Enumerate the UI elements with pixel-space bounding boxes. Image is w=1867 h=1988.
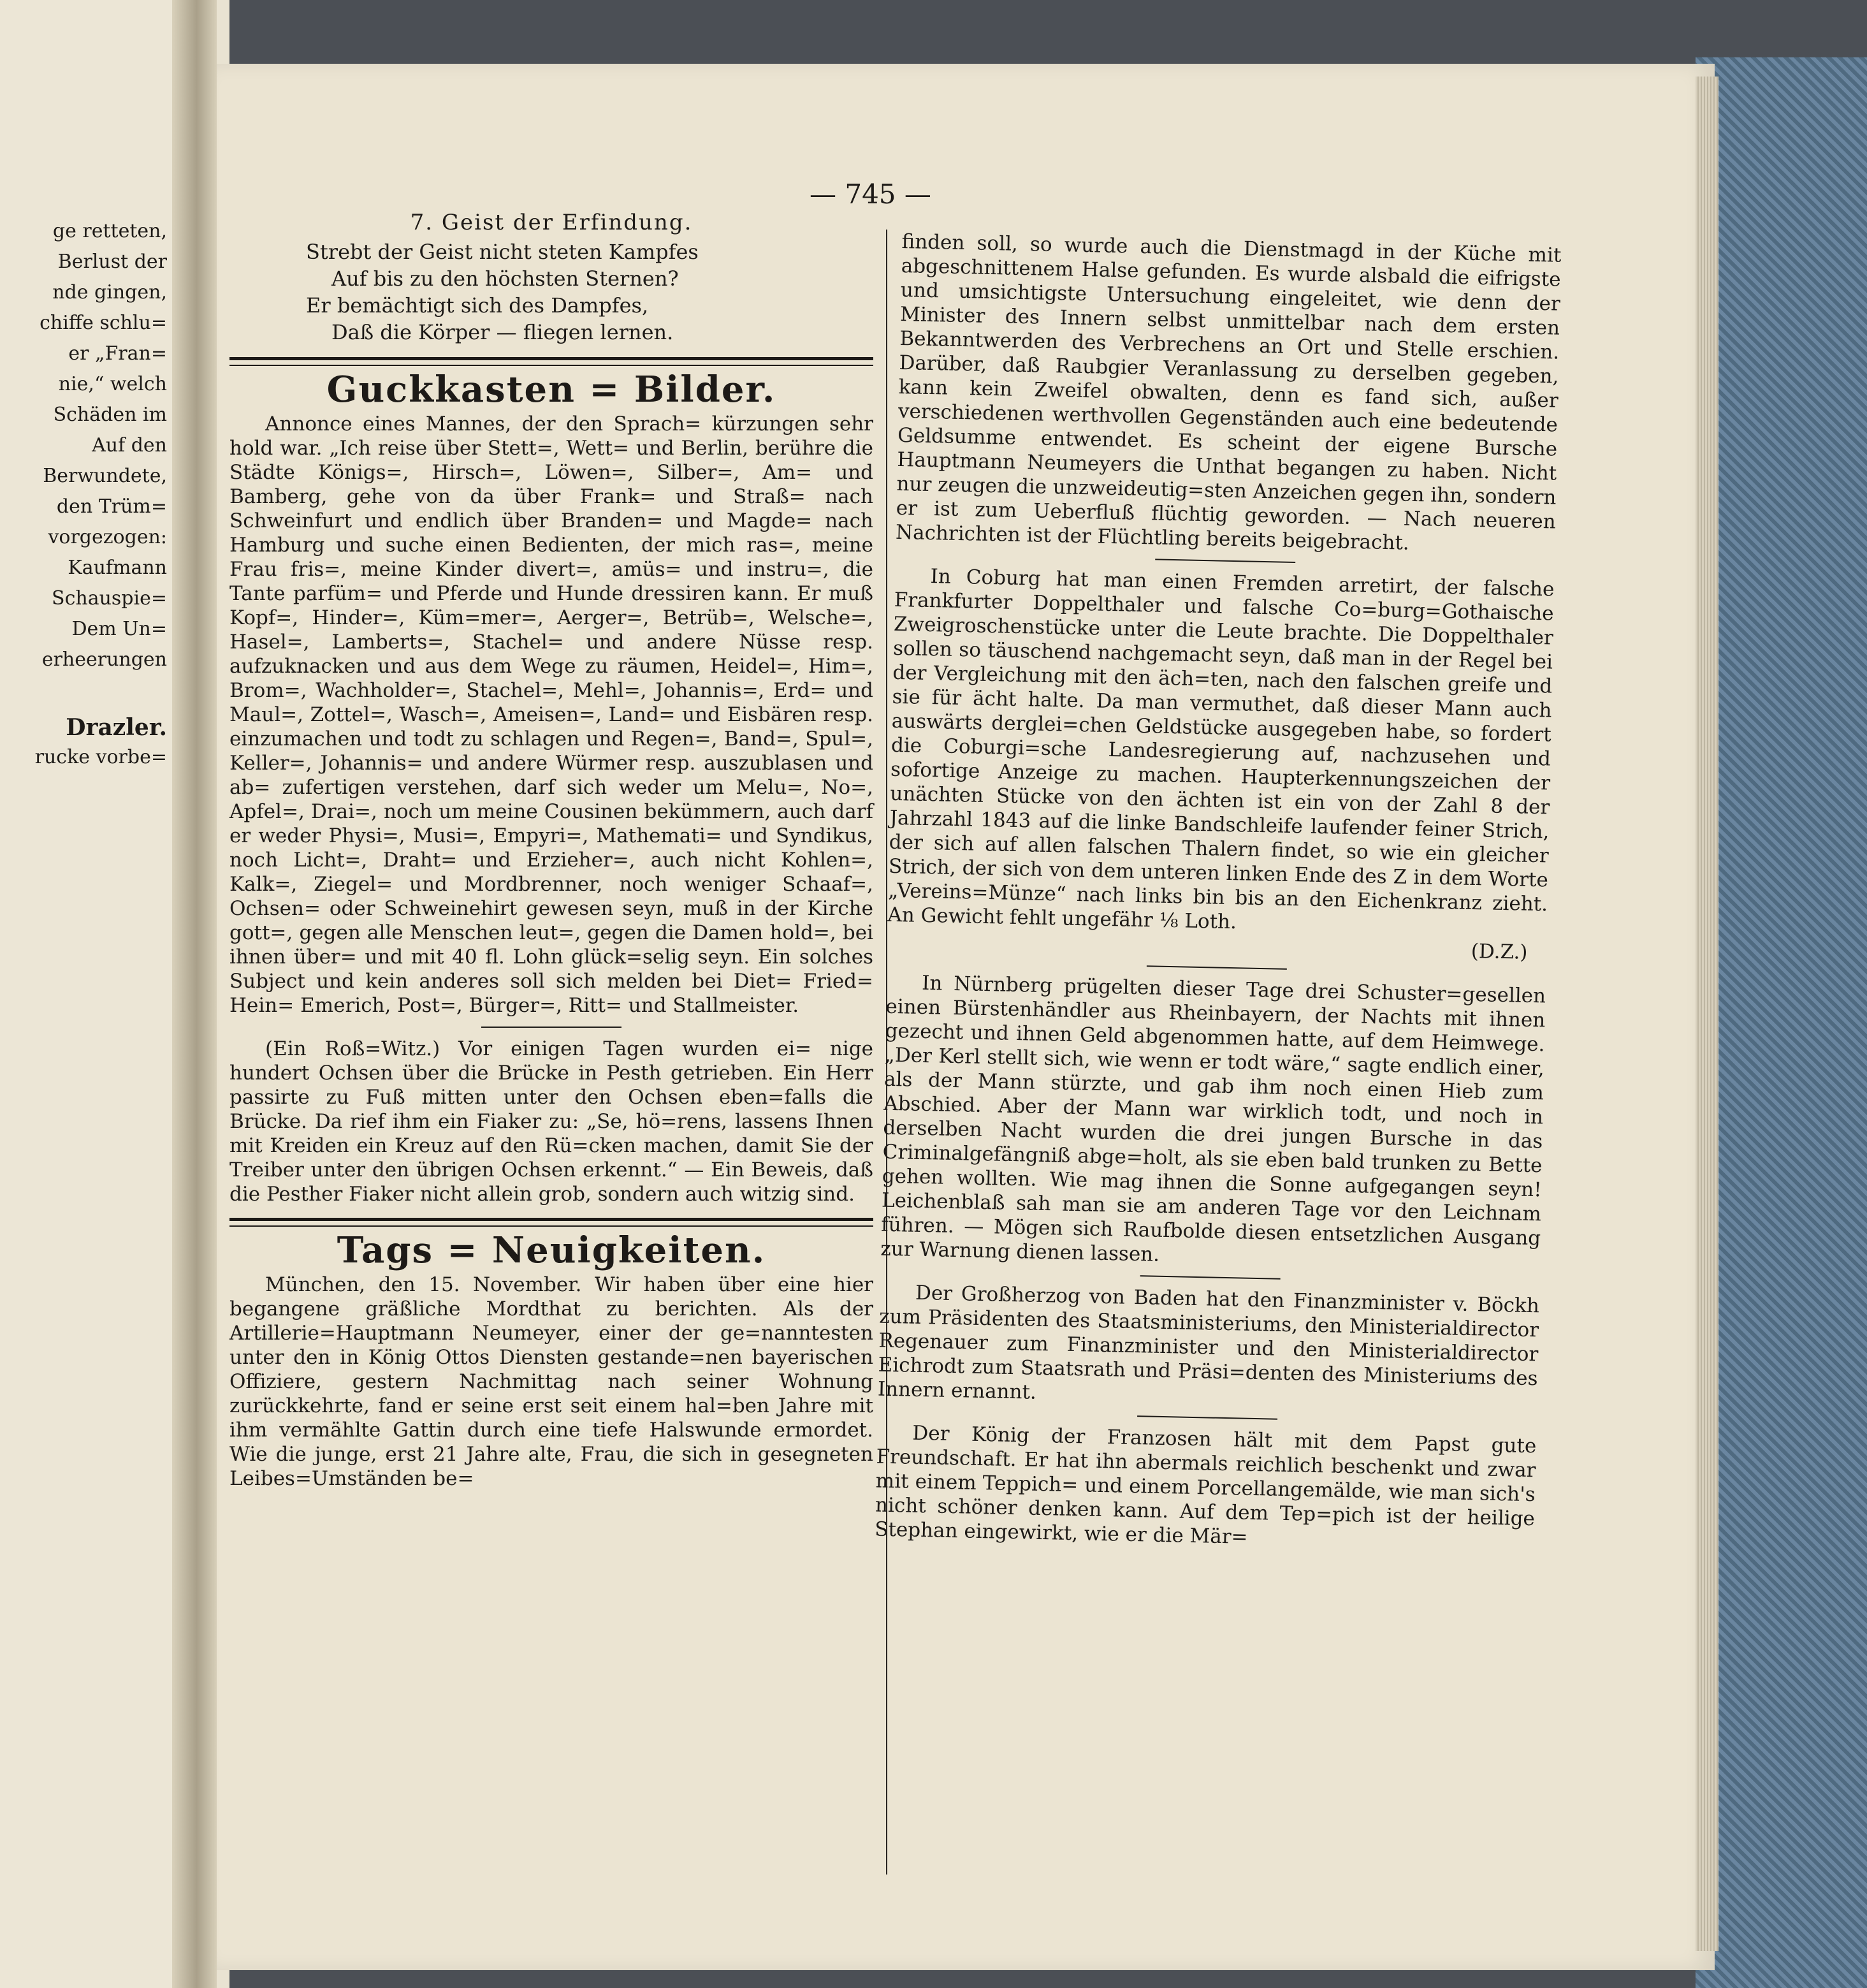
article-paragraph: München, den 15. November. Wir haben über eine hier begangene gräßliche Mordthat zu berichten. Als der Artillerie=Hauptmann Neumeyer, einer der ge=nanntesten unter den in König Ottos Diensten gestande=nen bayerischen Offiziere, gestern Nachmittag nach seiner Wohnung zurückkehrte, fand er seine erst seit einem hal=ben Jahre mit ihm vermählte Gattin durch eine tiefe Halswunde ermordet. Wie die junge, erst 21 Jahre alte, Frau, die sich in gesegneten Leibes=Umständen be= <box>229 1273 873 1490</box>
poem-line: Auf bis zu den höchsten Sternen? <box>331 267 679 291</box>
left-page-line: Berwundete, <box>43 465 167 487</box>
poem-line: Strebt der Geist nicht steten Kampfes <box>306 240 699 264</box>
section-heading-tags: Tags = Neuigkeiten. <box>337 1229 766 1271</box>
article-paragraph: In Nürnberg prügelten dieser Tage drei Schuster=gesellen einen Bürstenhändler aus Rheinbayern, der Nachts mit ihnen gezecht und ihnen Geld abgenommen hatte, auf dem Heimwege. „Der Kerl stellt sich, wie wenn er todt wäre,“ sagte endlich einer, als der Mann stürzte, und gab ihm noch einen Hieb zum Abschied. Aber der Mann war wirklich todt, und noch in derselben Nacht wurden die drei jungen Bursche in das Criminalgefängniß abge=holt, als sie eben bald trunken zu Bette gehen wollten. Wie mag ihnen die Sonne aufgegangen seyn! Leichenblaß sah man sie am anderen Tage vor den Leichnam führen. — Mögen sich Raufbolde diesen entsetzlichen Ausgang zur Warnung dienen lassen. <box>880 971 1546 1266</box>
article-paragraph: Der Großherzog von Baden hat den Finanzminister v. Böckh zum Präsidenten des Staatsministeriums, den Ministerialdirector Regenauer zum Finanzminister und den Ministerialdirector Eichrodt zum Staatsrath und Präsi=denten des Ministeriums des Innern ernannt. <box>877 1281 1540 1404</box>
left-page-line: Berlust der <box>57 251 167 273</box>
poem-title: 7. Geist der Erfindung. <box>410 210 693 235</box>
left-page-line: rucke vorbe= <box>34 746 167 768</box>
left-page-line: Kaufmann <box>68 557 167 579</box>
article-separator <box>481 1027 621 1028</box>
left-page-line: Auf den <box>92 434 167 457</box>
left-page-heading: Drazler. <box>66 714 167 741</box>
section-heading-guckkasten: Guckkasten = Bilder. <box>326 369 776 411</box>
left-page-line: den Trüm= <box>56 495 167 518</box>
poem-line: Daß die Körper — fliegen lernen. <box>331 320 674 344</box>
left-page <box>0 0 178 1988</box>
left-page-line: Schauspie= <box>52 587 167 610</box>
left-page-line: nie,“ welch <box>58 373 167 395</box>
left-column <box>229 210 873 1491</box>
left-page-line: nde gingen, <box>52 281 167 303</box>
left-page-line: er „Fran= <box>68 342 167 365</box>
left-page-line: Schäden im <box>53 404 167 426</box>
article-paragraph: In Coburg hat man einen Fremden arretirt, der falsche Frankfurter Doppelthaler und falsche Co=burg=Gothaische Zweigroschenstücke unter die Leute brachte. Die Doppelthaler sollen so täuschend nachgemacht seyn, daß man in der Regel bei der Vergleichung mit den äch=ten, nach den falschen greife und sie für ächt halte. Da man vermuthet, daß dieser Mann auch auswärts derglei=chen Geldstücke ausgegeben habe, so fordert die Coburgi=sche Landesregierung auf, nachzusehen und sofortige Anzeige zu machen. Haupterkennungszeichen der unächten Stücke von den ächten ist ein von der Zahl 8 der Jahrzahl 1843 auf die linke Bandschleife laufender feiner Strich, der sich auf allen falschen Thalern findet, so wie ein gleicher Strich, der sich von dem unteren linken Ende des Z in dem Worte „Vereins=Münze“ nach links bin bis an den Eichenkranz zieht. An Gewicht fehlt ungefähr ⅛ Loth. <box>887 565 1555 934</box>
left-page-line: vorgezogen: <box>48 526 167 548</box>
article-separator <box>1140 1275 1280 1280</box>
article-separator <box>1137 1415 1277 1420</box>
article-paragraph: (Ein Roß=Witz.) Vor einigen Tagen wurden ei= nige hundert Ochsen über die Brücke in Pesth getrieben. Ein Herr passirte zu Fuß mitten unter den Ochsen eben=falls die Brücke. Da rief ihm ein Fiaker zu: „Se, hö=rens, lassens Ihnen mit Kreiden ein Kreuz auf den Rü=cken machen, damit Sie der Treiber unter den übrigen Ochsen erkennt.“ — Ein Beweis, daß die Pesther Fiaker nicht allein grob, sondern auch witzig sind. <box>229 1037 873 1206</box>
left-page-line: chiffe schlu= <box>40 312 167 334</box>
gutter <box>172 0 217 1988</box>
left-page-line: ge retteten, <box>52 220 167 242</box>
article-paragraph: Der König der Franzosen hält mit dem Papst gute Freundschaft. Er hat ihn abermals reichlich beschenkt und zwar mit einem Teppich= und einem Porcellangemälde, wie man sich's nicht schöner denken kann. Auf dem Tep=pich ist der heilige Stephan eingewirkt, wie er die Mär= <box>874 1421 1537 1549</box>
article-separator <box>1146 965 1286 970</box>
page-edges <box>1696 77 1718 1951</box>
poem-line: Er bemächtigt sich des Dampfes, <box>306 293 649 318</box>
page-number: — 745 — <box>810 179 931 210</box>
section-rule <box>229 357 873 366</box>
article-separator <box>1155 559 1295 563</box>
article-paragraph: finden soll, so wurde auch die Dienstmagd in der Küche mit abgeschnittenem Halse gefunden. Es wurde alsbald die eifrigste und umsichtigste Untersuchung eingeleitet, wie denn der Minister des Innern selbst unmittelbar nach dem ersten Bekanntwerden des Verbrechens an Ort und Stelle erschien. Darüber, daß Raubgier Veranlassung zu derselben gegeben, kann kein Zweifel obwalten, denn es fand sich, außer verschiedenen werthvollen Gegenständen auch eine bedeutende Geldsumme entwendet. Es scheint der eigene Bursche Hauptmann Neumeyers die Unthat begangen zu haben. Nicht nur zeugen die unzweideutig=sten Anzeichen gegen ihn, sondern er ist zum Ueberfluß flüchtig geworden. — Nach neueren Nachrichten ist der Flüchtling bereits beigebracht. <box>895 230 1562 555</box>
section-rule <box>229 1218 873 1227</box>
book-cover <box>1696 57 1867 1988</box>
source-signature: (D.Z.) <box>1471 939 1528 964</box>
left-page-line: Dem Un= <box>71 618 167 640</box>
right-column <box>875 230 1562 1555</box>
poem <box>229 238 873 346</box>
left-page-line: erheerungen <box>41 648 167 671</box>
article-paragraph: Annonce eines Mannes, der den Sprach= kürzungen sehr hold war. „Ich reise über Stett=, Wett= und Berlin, berühre die Städte Königs=, Hirsch=, Löwen=, Silber=, Am= und Bamberg, gehe von da über Frank= und Straß= nach Schweinfurt und endlich über Branden= und Magde= nach Hamburg und suche einen Bedienten, der mich ras=, meine Frau fris=, meine Kinder divert=, amüs= und instru=, die Tante parfüm= und Pferde und Hunde dressiren kann. Er muß Kopf=, Hinder=, Küm=mer=, Aerger=, Betrüb=, Welsche=, Hasel=, Lamberts=, Stachel= und andere Nüsse resp. aufzuknacken und aus dem Wege zu räumen, Heidel=, Him=, Brom=, Wachholder=, Stachel=, Mehl=, Johannis=, Erd= und Maul=, Zottel=, Wasch=, Ameisen=, Land= und Eisbären resp. einzumachen und todt zu schlagen und Regen=, Band=, Spul=, Keller=, Johannis= und andere Würmer resp. auszublasen und ab= zufertigen verstehen, darf sich weder um Melu=, No=, Apfel=, Drai=, noch um meine Cousinen bekümmern, auch darf er weder Physi=, Musi=, Empyri=, Mathemati= und Syndikus, noch Licht=, Draht= und Erzieher=, auch nicht Kohlen=, Kalk=, Ziegel= und Mordbrenner, noch weniger Schaaf=, Ochsen= oder Schweinehirt gewesen seyn, muß in der Kirche gott=, gegen alle Menschen leut=, gegen die Damen hold=, bei ihnen über= und mit 40 fl. Lohn glück=selig seyn. Ein solches Subject und kein anderes soll sich melden bei Diet= Fried= Hein= Emerich, Post=, Bürger=, Ritt= und Stallmeister. <box>229 413 873 1017</box>
